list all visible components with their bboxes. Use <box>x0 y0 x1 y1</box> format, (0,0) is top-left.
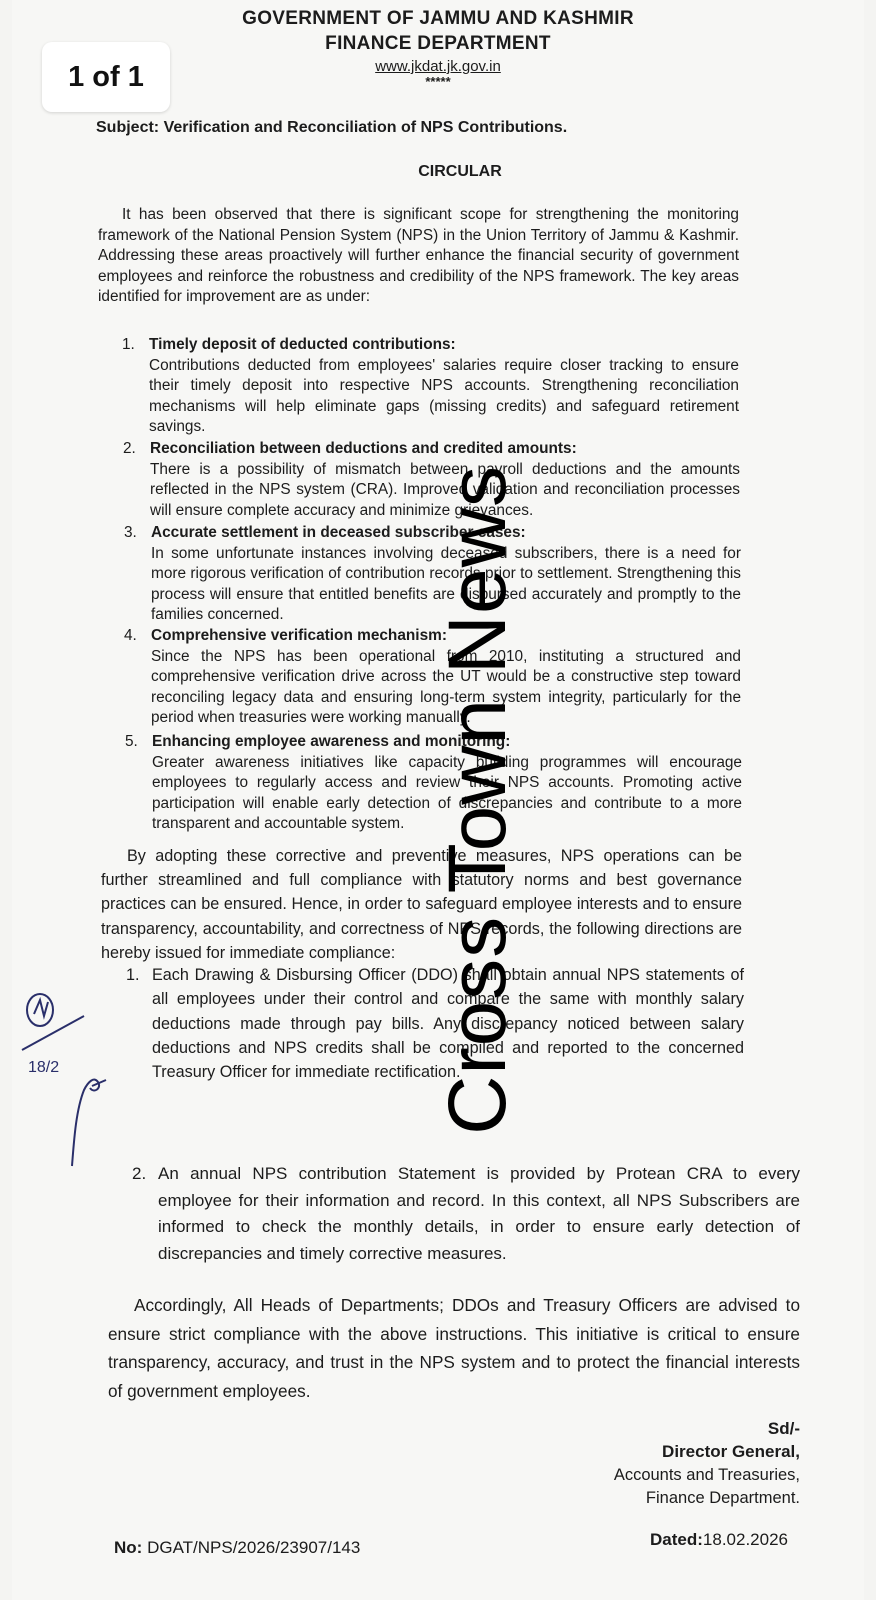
svg-text:18/2: 18/2 <box>28 1059 60 1076</box>
govt-title: GOVERNMENT OF JAMMU AND KASHMIR <box>242 8 634 29</box>
reference-date-label: Dated: <box>650 1530 703 1549</box>
handwritten-initials <box>14 990 124 1170</box>
reference-date <box>650 1530 788 1550</box>
list-item-body: In some unfortunate instances involving deceased subscribers, there is a need for more rigorous verification of contribution records prior to settlement. Strengthening this process will ensure that entitled benefits are disbursed accurately and promptly to the families concerned. <box>151 544 741 623</box>
adopting-paragraph: By adopting these corrective and preventive measures, NPS operations can be further streamlined and full compliance with statutory norms and best governance practices can be ensured. Hence, in order to safeguard employee interests and to ensure transparency, accountability, and correctness of NPS records, the following directions are hereby issued for immediate compliance: <box>101 847 742 962</box>
subject-line: Subject: Verification and Reconciliation of NPS Contributions. <box>96 119 568 136</box>
department-title: FINANCE DEPARTMENT <box>325 33 551 54</box>
intro-paragraph: It has been observed that there is significant scope for strengthening the monitoring framework of the National Pension System (NPS) in the Union Territory of Jammu & Kashmir. Addressing these areas proactively will further enhance the financial security of government employees and reinforce the robustness and credibility of the NPS framework. The key areas identified for improvement are as under: <box>98 206 739 305</box>
reference-number-label: No: <box>114 1538 143 1557</box>
list-item-number: 4. <box>124 627 137 644</box>
list-item-number: 3. <box>124 524 137 541</box>
list-item-title: Timely deposit of deducted contributions: <box>149 336 456 353</box>
reference-number-value: DGAT/NPS/2026/23907/143 <box>147 1538 361 1557</box>
list-item-body: There is a possibility of mismatch between payroll deductions and the amounts reflected in the NPS system (CRA). Improved validation and reconciliation processes will ensure complete accuracy and minimize grievances. <box>150 460 740 519</box>
page-indicator: 1 of 1 <box>42 42 170 112</box>
circular-heading: CIRCULAR <box>418 163 502 180</box>
direction-number: 2. <box>132 1164 147 1183</box>
signature-sd: Sd/- <box>767 1419 800 1438</box>
list-item-number: 5. <box>125 733 138 750</box>
list-item-number: 2. <box>123 440 136 457</box>
reference-number <box>114 1538 360 1558</box>
watermark-text: Cross Town News <box>432 465 523 1135</box>
direction-number: 1. <box>126 966 140 984</box>
signatory-department: Finance Department. <box>645 1489 800 1507</box>
direction-text: An annual NPS contribution Statement is provided by Protean CRA to every employee for their information and record. In this context, all NPS Subscribers are informed to check the monthly details, in order to ensure early detection of discrepancies and timely corrective measures. <box>158 1164 800 1263</box>
header-stars: ***** <box>425 74 451 89</box>
signatory-title: Director General, <box>662 1442 800 1461</box>
list-item-title: Reconciliation between deductions and credited amounts: <box>150 440 577 457</box>
list-item-title: Enhancing employee awareness and monitoring: <box>152 733 511 750</box>
list-item-body: Contributions deducted from employees' salaries require closer tracking to ensure their timely deposit into respective NPS accounts. Strengthening reconciliation mechanisms will help eliminate gaps (missing credits) and safeguard retirement savings. <box>149 356 739 435</box>
list-item-title: Comprehensive verification mechanism: <box>151 627 447 644</box>
list-item-number: 1. <box>122 336 135 353</box>
direction-item <box>132 1161 800 1267</box>
reference-date-value: 18.02.2026 <box>702 1530 788 1549</box>
list-item <box>122 335 739 438</box>
list-item-body: Since the NPS has been operational from 2010, instituting a structured and comprehensive verification drive across the UT would be a constructive step toward reconciling legacy data and ensuring long-term system integrity, particularly for the period when treasuries were working manually. <box>151 647 741 726</box>
direction-text: Each Drawing & Disbursing Officer (DDO) shall obtain annual NPS statements of all employees under their control and compare the same with monthly salary deductions made through pay bills. Any discrepancy noticed between salary deductions and NPS credits shall be compiled and reported to the concerned Treasury Officer for immediate rectification. <box>152 966 744 1082</box>
signatory-office: Accounts and Treasuries, <box>613 1466 800 1484</box>
website-link[interactable]: www.jkdat.jk.gov.in <box>375 58 501 75</box>
list-item-title: Accurate settlement in deceased subscriber cases: <box>151 524 526 541</box>
list-item-body: Greater awareness initiatives like capacity building programmes will encourage employees to regularly access and review their NPS accounts. Promoting active participation will enable early detection of discrepancies and contribute to a more transparent and accountable system. <box>152 753 742 832</box>
accordingly-paragraph: Accordingly, All Heads of Departments; DDOs and Treasury Officers are advised to ensure strict compliance with the above instructions. This initiative is critical to ensure transparency, accuracy, and trust in the NPS system and to protect the financial interests of government employees. <box>108 1295 800 1401</box>
